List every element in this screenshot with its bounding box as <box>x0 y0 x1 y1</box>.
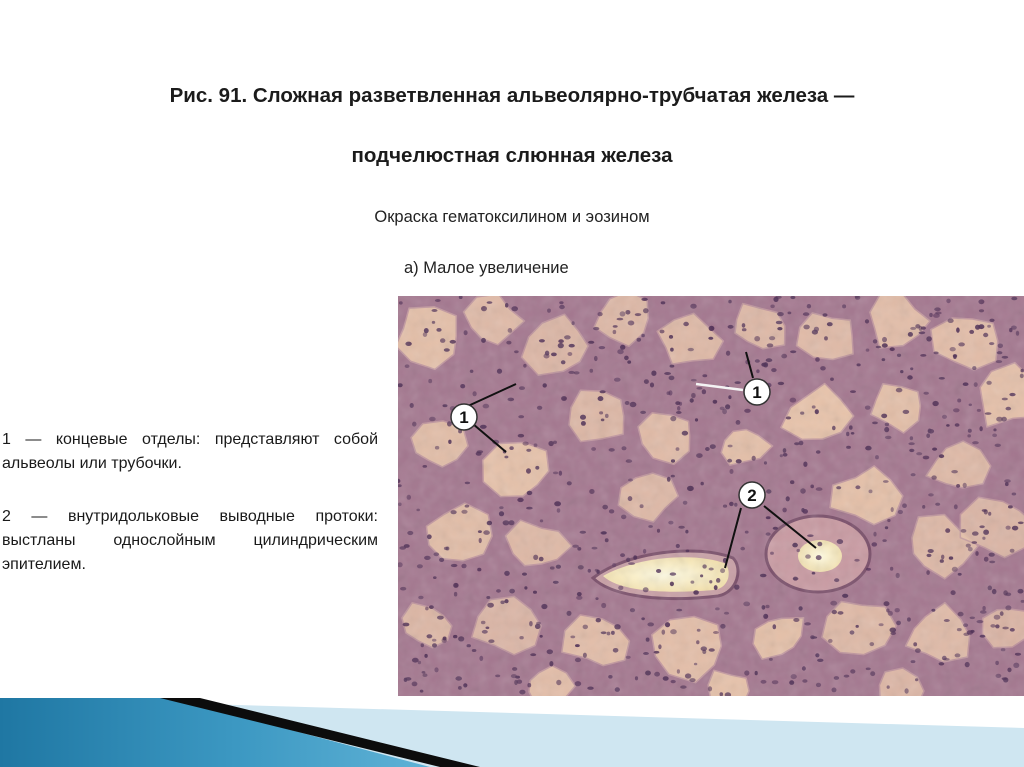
marker-1a <box>451 404 477 430</box>
stain-caption: Окраска гематоксилином и эозином <box>374 208 650 226</box>
marker-label: 1 <box>752 383 762 402</box>
magnification-caption: а) Малое увеличение <box>404 259 569 277</box>
grain-overlay <box>398 296 1024 696</box>
micrograph-image <box>398 296 1024 696</box>
decorative-bottom-bar <box>0 690 1024 767</box>
legend-item-1: 1 — концевые отделы: представляют собой альвеолы или трубочки. <box>2 431 378 472</box>
marker-label: 1 <box>459 408 469 427</box>
micrograph <box>398 296 1024 696</box>
marker-1b <box>744 379 770 405</box>
legend-item-2: 2 — внутридольковые выводные протоки: выстланы однослойным цилиндрическим эпителием. <box>2 508 378 573</box>
decorative-bar-graphic <box>0 690 1024 767</box>
figure-title-line-2: подчелюстная слюнная железа <box>351 144 673 167</box>
marker-2 <box>739 482 765 508</box>
figure-title-line-1: Рис. 91. Сложная разветвленная альвеолярно-трубчатая железа — <box>169 84 855 107</box>
marker-label: 2 <box>747 486 757 505</box>
